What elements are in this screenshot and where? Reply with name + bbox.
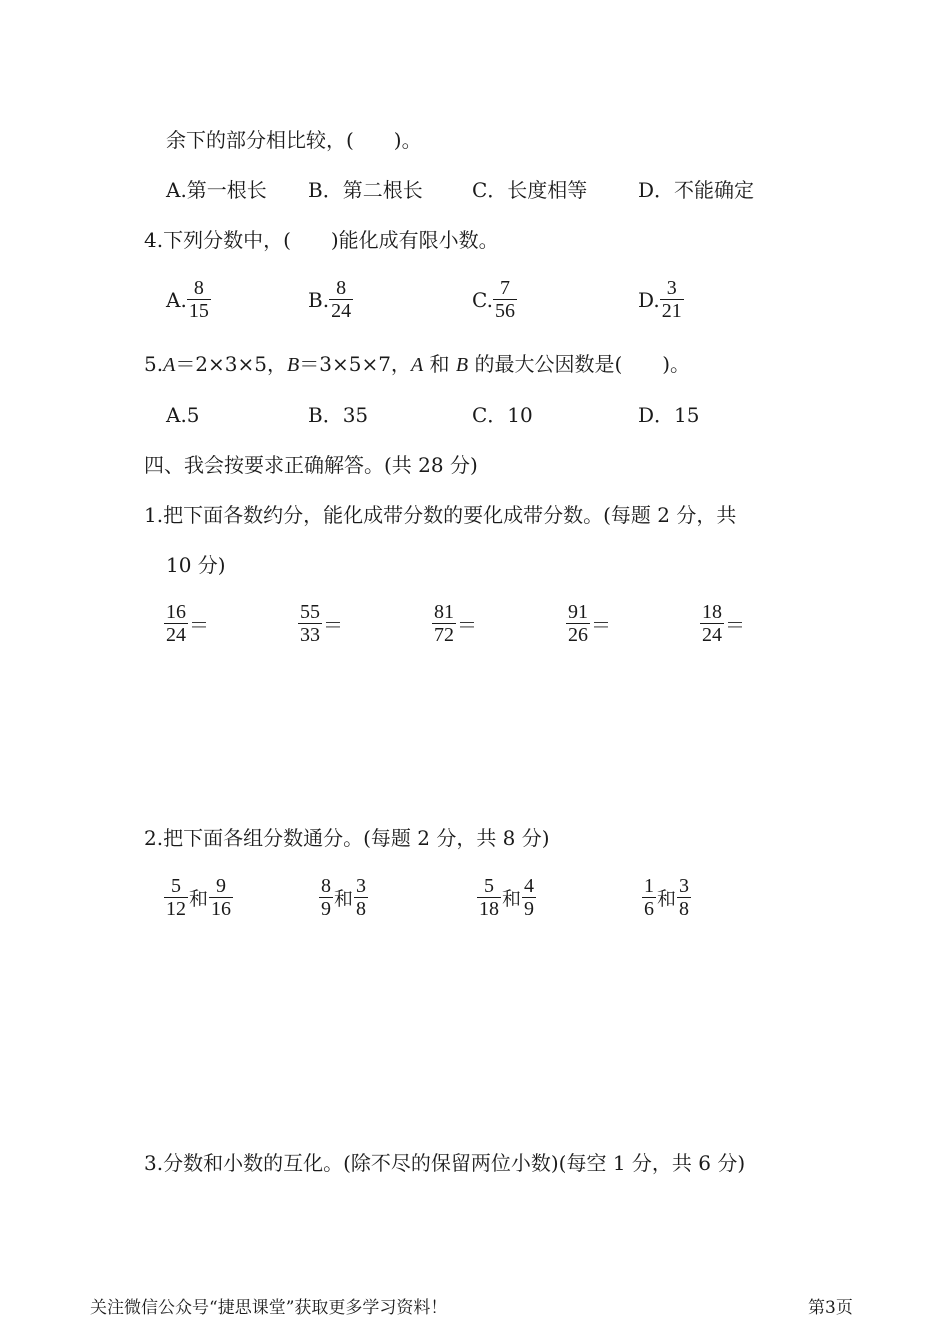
- s4q1-stem-line1: 1.把下面各数约分，能化成带分数的要化成带分数。(每题 2 分，共: [144, 503, 737, 527]
- q3-tail-text: 余下的部分相比较，( )。: [166, 128, 422, 152]
- s4q2-pair-3-fraction-2: $\frac{4}{9}$: [524, 875, 535, 920]
- q4-option-d-fraction: $\frac{3}{21}$: [661, 277, 682, 322]
- s4q2-pair-4-fraction-1: $\frac{1}{6}$: [644, 875, 654, 920]
- s4q1-item-2-fraction: $\frac{55}{33}$: [300, 601, 320, 646]
- s4q2-pair-4-fraction-2: $\frac{3}{8}$: [679, 875, 690, 920]
- q5-number: 5.: [144, 352, 164, 376]
- s4q1-item-2: [298, 601, 343, 646]
- q4-option-a-fraction: $\frac{8}{15}$: [188, 277, 209, 322]
- q5-var-b: B: [287, 354, 300, 376]
- s4q1-item-1-fraction: $\frac{16}{24}$: [166, 601, 186, 646]
- q3-option-c: C．长度相等: [472, 178, 588, 202]
- q4-stem: 4.下列分数中，( )能化成有限小数。: [144, 228, 499, 252]
- q4-option-b-fraction: $\frac{8}{24}$: [331, 277, 352, 322]
- s4q2-pair-4: [642, 875, 691, 920]
- q4-option-c-label: C.: [472, 287, 493, 312]
- q5-var-a2: A: [410, 354, 424, 376]
- q5-tail: 的最大公因数是( )。: [468, 352, 691, 376]
- s4q3-stem: 3.分数和小数的互化。(除不尽的保留两位小数)(每空 1 分，共 6 分): [144, 1151, 746, 1175]
- footer-note: 关注微信公众号“捷思课堂”获取更多学习资料！: [90, 1298, 448, 1318]
- equals-sign: ＝: [323, 613, 343, 637]
- s4q2-pair-2: [319, 875, 368, 920]
- q4-option-d-label: D.: [638, 287, 660, 312]
- q4-option-b: [308, 277, 353, 322]
- q3-option-b: B．第二根长: [308, 178, 423, 202]
- and-word: 和: [502, 888, 522, 910]
- q5-option-a: A.5: [166, 403, 200, 427]
- s4q2-pair-3-fraction-1: $\frac{5}{18}$: [479, 875, 499, 920]
- q3-option-d: D．不能确定: [638, 178, 755, 202]
- q5-stem: [144, 352, 690, 377]
- q4-option-c: [472, 277, 517, 322]
- s4q2-pair-2-fraction-1: $\frac{8}{9}$: [321, 875, 331, 920]
- s4q1-item-3-fraction: $\frac{81}{72}$: [434, 601, 454, 646]
- q4-option-a-label: A.: [166, 287, 187, 312]
- equals-sign: ＝: [725, 613, 745, 637]
- s4q2-stem: 2.把下面各组分数通分。(每题 2 分，共 8 分): [144, 826, 550, 850]
- q4-option-a: [166, 277, 211, 322]
- q5-option-b: B．35: [308, 403, 369, 427]
- q3-option-a: A.第一根长: [166, 178, 267, 202]
- and-word: 和: [334, 888, 354, 910]
- s4q2-pair-1: [164, 875, 233, 920]
- s4q2-pair-1-fraction-1: $\frac{5}{12}$: [166, 875, 186, 920]
- and-word: 和: [189, 888, 209, 910]
- s4q1-item-5-fraction: $\frac{18}{24}$: [702, 601, 722, 646]
- q5-he: 和: [423, 352, 456, 376]
- q5-var-b2: B: [455, 354, 469, 376]
- s4q1-item-5: [700, 601, 745, 646]
- equals-sign: ＝: [591, 613, 611, 637]
- and-word: 和: [657, 888, 677, 910]
- q5-var-a: A: [163, 354, 176, 376]
- s4q1-item-4: [566, 601, 611, 646]
- s4q2-pair-3: [477, 875, 536, 920]
- s4q2-pair-1-fraction-2: $\frac{9}{16}$: [211, 875, 232, 920]
- q4-option-c-fraction: $\frac{7}{56}$: [494, 277, 515, 322]
- q5-option-d: D．15: [638, 403, 700, 427]
- section-4-title: 四、我会按要求正确解答。(共 28 分): [144, 453, 478, 477]
- s4q1-item-1: [164, 601, 209, 646]
- q4-option-b-label: B.: [308, 287, 330, 312]
- page-number: 第3页: [808, 1298, 853, 1318]
- s4q2-pair-2-fraction-2: $\frac{3}{8}$: [356, 875, 367, 920]
- q5-option-c: C．10: [472, 403, 533, 427]
- q5-expr-a: ＝2×3×5，: [175, 352, 288, 376]
- q5-expr-b: ＝3×5×7，: [299, 352, 411, 376]
- s4q1-item-3: [432, 601, 477, 646]
- equals-sign: ＝: [189, 613, 209, 637]
- s4q1-item-4-fraction: $\frac{91}{26}$: [568, 601, 588, 646]
- s4q1-stem-line2: 10 分): [166, 553, 226, 577]
- equals-sign: ＝: [457, 613, 477, 637]
- q4-option-d: [638, 277, 684, 322]
